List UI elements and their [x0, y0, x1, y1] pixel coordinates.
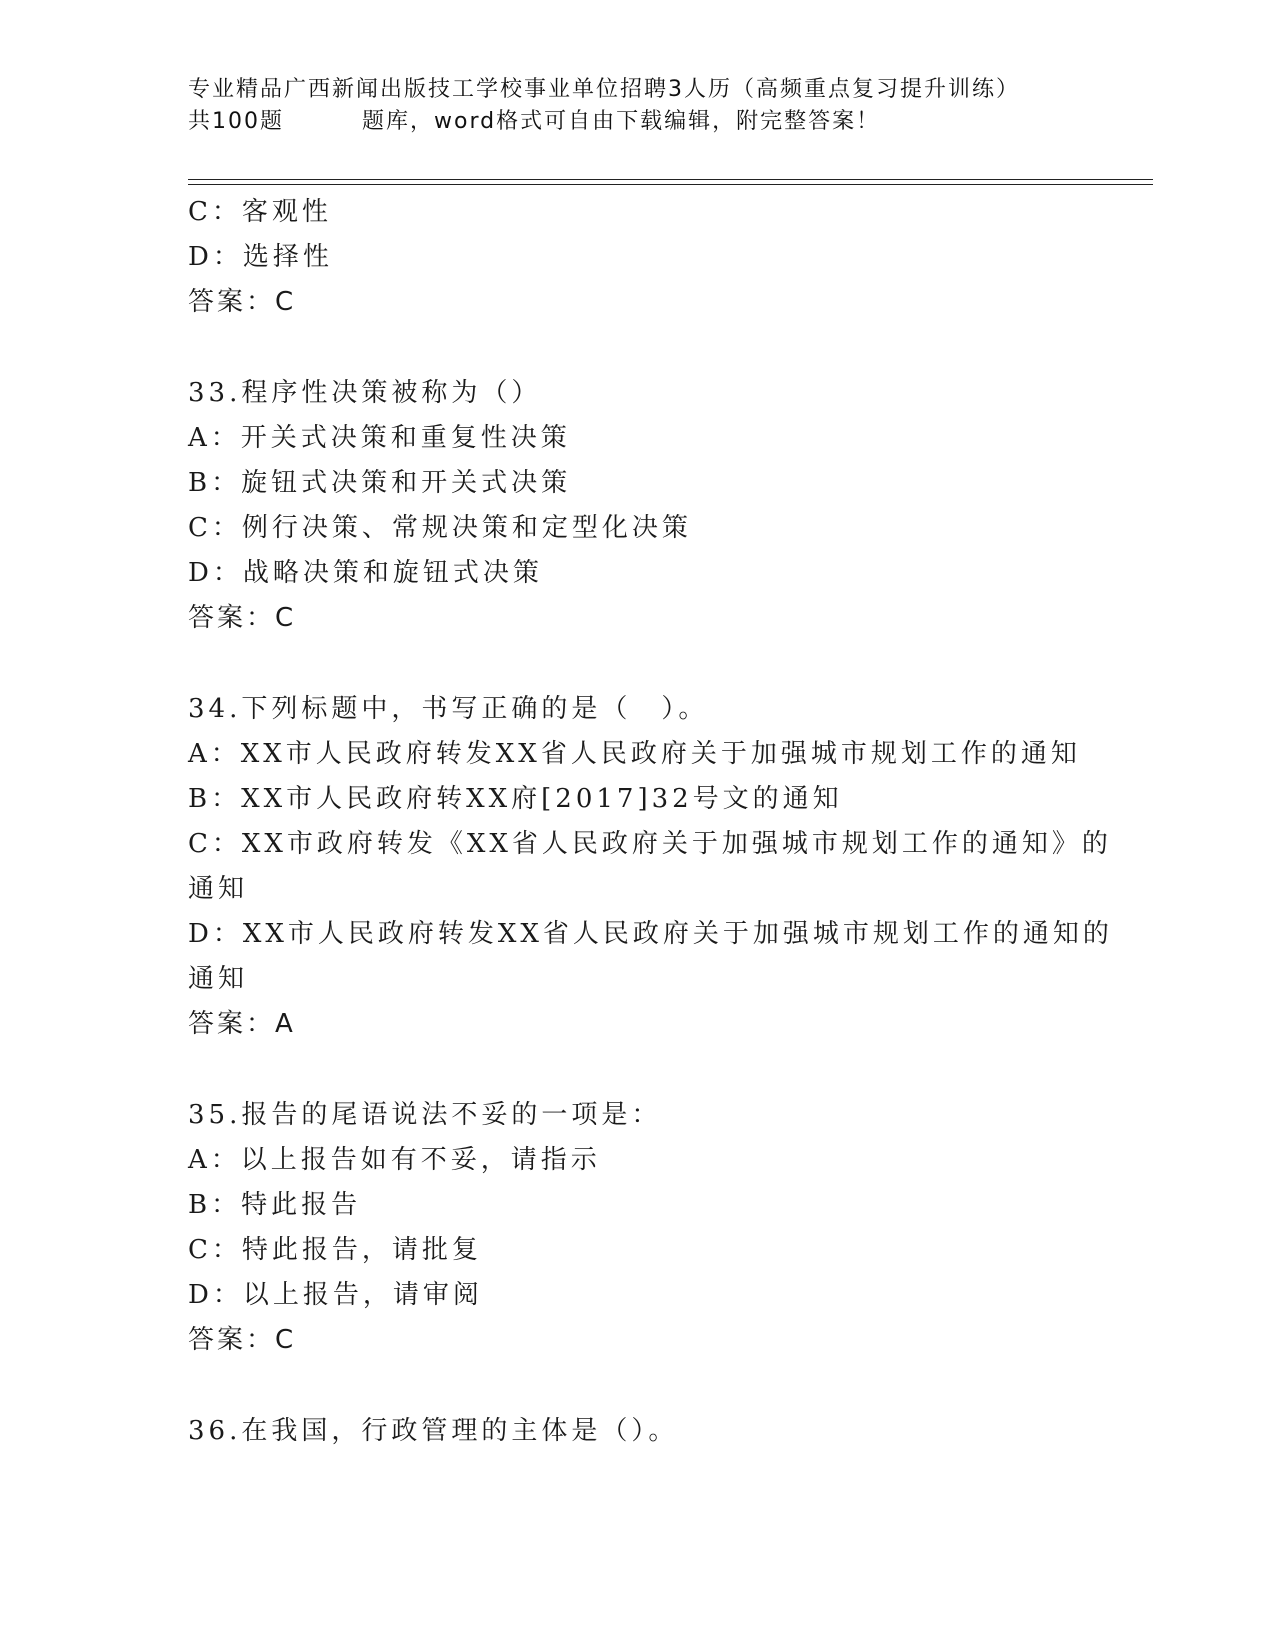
answer-line: 答案：C	[188, 1325, 297, 1355]
option-b: B：XX市人民政府转XX府[2017]32号文的通知	[188, 784, 843, 814]
option-a: A：开关式决策和重复性决策	[188, 423, 571, 453]
question-33	[188, 371, 1088, 641]
option-d-continued: 通知	[188, 964, 249, 994]
option-b: B：特此报告	[188, 1190, 362, 1220]
option-c: C：客观性	[188, 197, 332, 227]
question-36	[188, 1409, 1088, 1454]
question-gap	[188, 1047, 1088, 1093]
header-title-line: 专业精品广西新闻出版技工学校事业单位招聘3人历（高频重点复习提升训练）	[188, 77, 1020, 102]
question-text: 36.在我国，行政管理的主体是（）。	[188, 1416, 679, 1446]
answer-line: 答案：A	[188, 1009, 296, 1039]
option-c: C：特此报告，请批复	[188, 1235, 482, 1265]
option-c-continued: 通知	[188, 874, 249, 904]
question-gap	[188, 325, 1088, 371]
option-d: D：战略决策和旋钮式决策	[188, 558, 543, 588]
option-d: D：XX市人民政府转发XX省人民政府关于加强城市规划工作的通知的	[188, 919, 1113, 949]
option-d: D：以上报告，请审阅	[188, 1280, 483, 1310]
answer-line: 答案：C	[188, 603, 297, 633]
option-b: B：旋钮式决策和开关式决策	[188, 468, 572, 498]
question-35	[188, 1093, 1088, 1363]
header-description: 题库，word格式可自由下载编辑，附完整答案！	[362, 109, 881, 134]
header-divider-bottom	[188, 184, 1153, 185]
option-a: A：XX市人民政府转发XX省人民政府关于加强城市规划工作的通知	[188, 739, 1081, 769]
question-text: 33.程序性决策被称为（）	[188, 378, 542, 408]
header-subtitle-line	[188, 106, 1088, 138]
question-text: 34.下列标题中，书写正确的是（ ）。	[188, 694, 709, 724]
question-text: 35.报告的尾语说法不妥的一项是：	[188, 1100, 662, 1130]
page-header	[188, 74, 1088, 138]
option-c: C：XX市政府转发《XX省人民政府关于加强城市规划工作的通知》的	[188, 829, 1112, 859]
option-a: A：以上报告如有不妥，请指示	[188, 1145, 601, 1175]
question-gap	[188, 1363, 1088, 1409]
header-question-count: 共100题	[188, 109, 284, 134]
option-c: C：例行决策、常规决策和定型化决策	[188, 513, 692, 543]
question-gap	[188, 641, 1088, 687]
question-list	[188, 190, 1113, 1454]
question-34	[188, 687, 1113, 1047]
question-32-tail	[188, 190, 1088, 325]
header-divider-top	[188, 179, 1153, 180]
answer-line: 答案：C	[188, 287, 297, 317]
option-d: D：选择性	[188, 242, 333, 272]
